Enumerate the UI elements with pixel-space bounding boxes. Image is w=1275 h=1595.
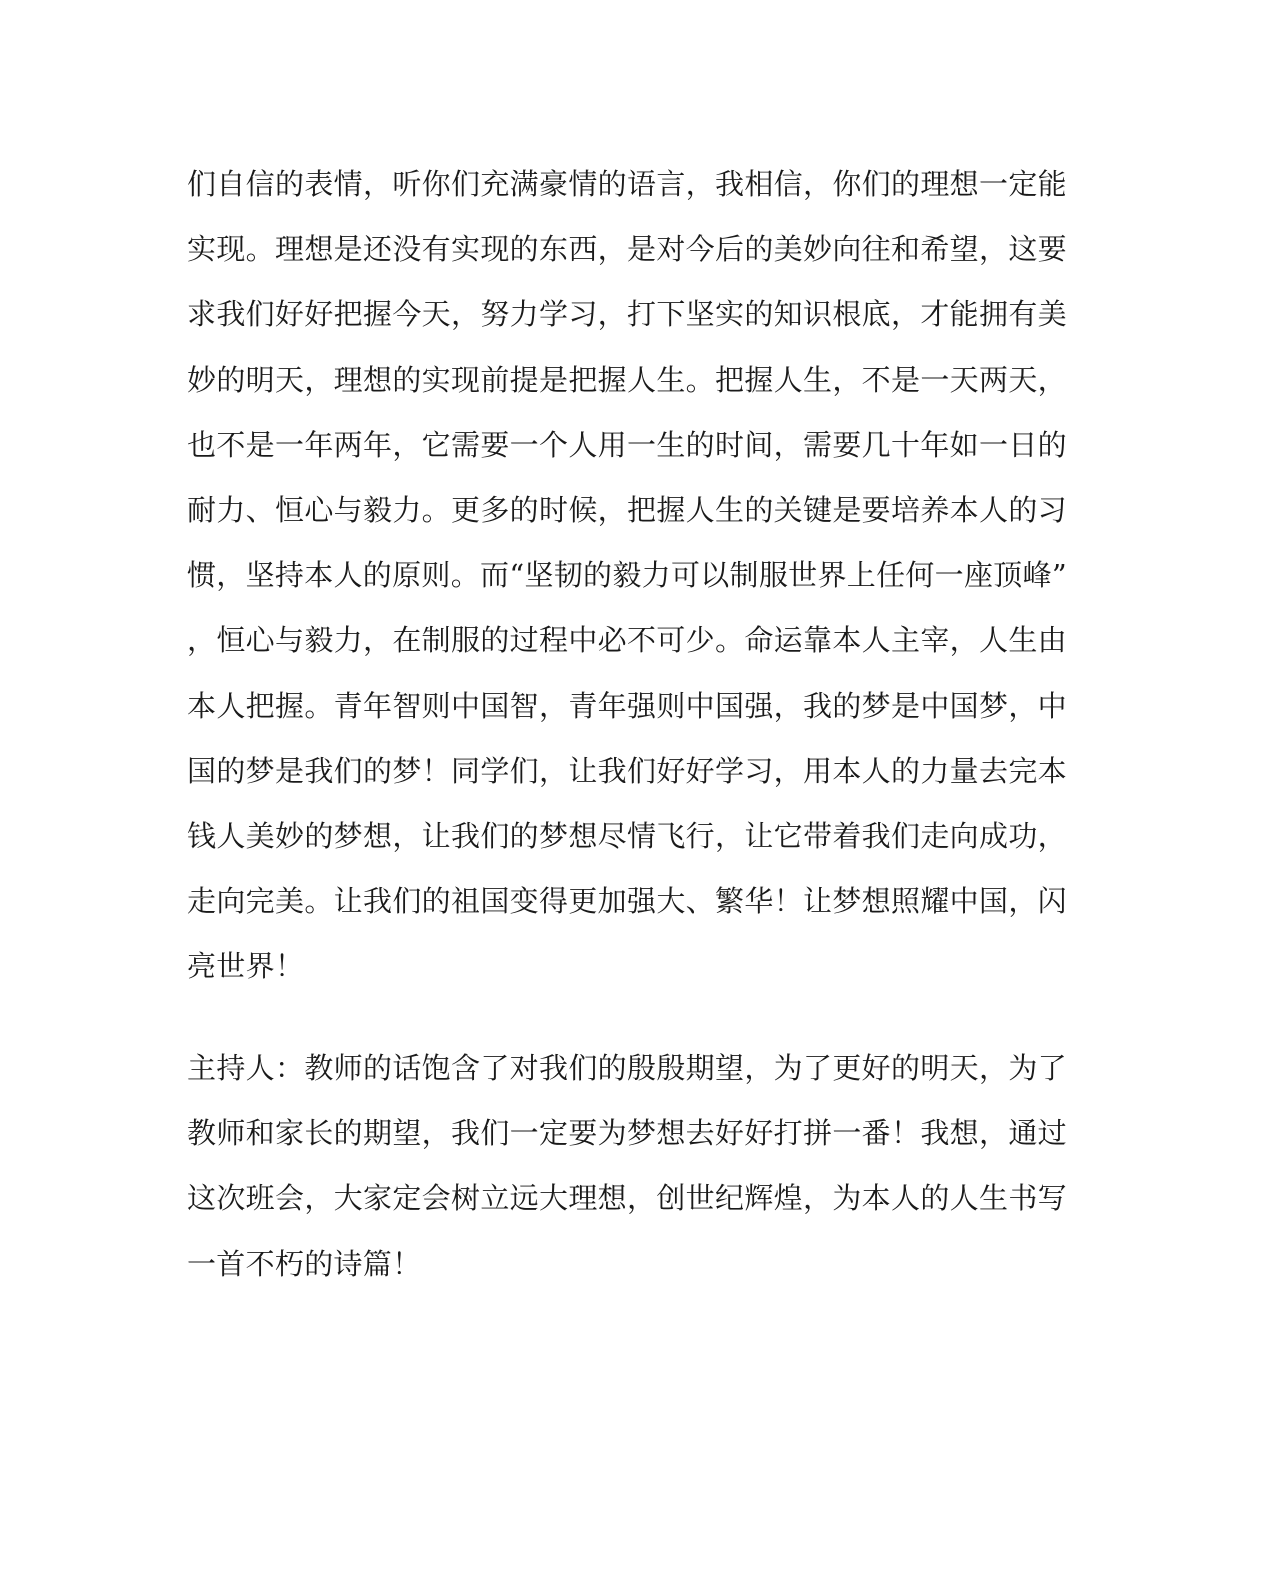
text-line: 妙的明天，理想的实现前提是把握人生。把握人生，不是一天两天， [187, 362, 1067, 397]
text-line: 亮世界！ [187, 949, 305, 984]
text-line: 求我们好好把握今天，努力学习，打下坚实的知识根底，才能拥有美 [187, 297, 1067, 332]
text-line: 钱人美妙的梦想，让我们的梦想尽情飞行，让它带着我们走向成功， [187, 818, 1067, 853]
body-paragraph-2 [187, 1047, 1067, 1308]
text-line: 也不是一年两年，它需要一个人用一生的时间，需要几十年如一日的 [187, 427, 1067, 462]
text-line: ，恒心与毅力，在制服的过程中必不可少。命运靠本人主宰，人生由 [187, 623, 1067, 658]
text-line: 惯，坚持本人的原则。而“坚韧的毅力可以制服世界上任何一座顶峰” [187, 558, 1067, 593]
text-line: 主持人：教师的话饱含了对我们的殷殷期望，为了更好的明天，为了 [187, 1051, 1067, 1085]
text-line: 耐力、恒心与毅力。更多的时候，把握人生的关键是要培养本人的习 [187, 492, 1067, 527]
text-line: 们自信的表情，听你们充满豪情的语言，我相信，你们的理想一定能 [187, 167, 1067, 201]
text-line: 教师和家长的期望，我们一定要为梦想去好好打拼一番！我想，通过 [187, 1116, 1067, 1151]
text-line: 一首不朽的诗篇！ [187, 1246, 422, 1281]
text-line: 这次班会，大家定会树立远大理想，创世纪辉煌，为本人的人生书写 [187, 1181, 1067, 1216]
body-paragraph-1 [187, 163, 1067, 1010]
text-line: 走向完美。让我们的祖国变得更加强大、繁华！让梦想照耀中国，闪 [187, 884, 1067, 919]
text-line: 本人把握。青年智则中国智，青年强则中国强，我的梦是中国梦，中 [187, 688, 1067, 723]
text-line: 国的梦是我们的梦！同学们，让我们好好学习，用本人的力量去完本 [187, 753, 1067, 788]
text-line: 实现。理想是还没有实现的东西，是对今后的美妙向往和希望，这要 [187, 232, 1067, 267]
